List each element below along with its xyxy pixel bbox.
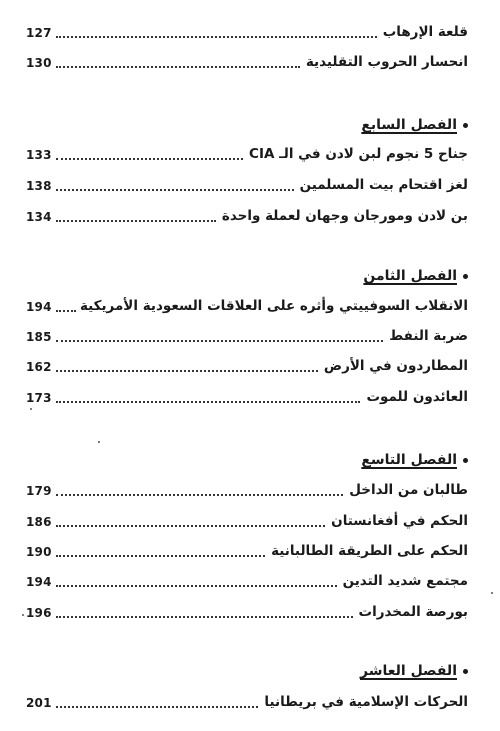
toc-entry-title: لغز اقتحام بيت المسلمين — [299, 177, 468, 193]
toc-page-number: 173 — [26, 391, 52, 405]
scan-speck — [98, 441, 100, 443]
dot-leader — [56, 585, 337, 587]
bullet-icon — [463, 669, 468, 674]
dot-leader — [56, 525, 325, 527]
chapter-title: الفصل الثامن — [363, 268, 457, 284]
dot-leader — [56, 494, 343, 496]
toc-entry-title: الحكم على الطريقة الطالبانية — [271, 543, 468, 559]
toc-entry[interactable] — [26, 569, 468, 591]
toc-page-number: 201 — [26, 696, 52, 710]
toc-entry-title: العائدون للموت — [366, 389, 468, 405]
scan-speck — [22, 614, 24, 616]
toc-page-number: 194 — [26, 575, 52, 589]
toc-entry[interactable] — [26, 354, 468, 376]
toc-entry[interactable] — [26, 50, 468, 72]
toc-page-number: 194 — [26, 300, 52, 314]
dot-leader — [56, 340, 383, 342]
dot-leader — [56, 706, 258, 708]
bullet-icon — [463, 274, 468, 279]
toc-entry[interactable] — [26, 142, 468, 164]
toc-entry-title: الحركات الإسلامية في بريطانيا — [264, 694, 468, 710]
toc-page-number: 127 — [26, 26, 52, 40]
toc-page-number: 190 — [26, 545, 52, 559]
toc-entry-title: ضربة النفط — [389, 328, 468, 344]
toc-entry[interactable] — [26, 478, 468, 500]
chapter-title: الفصل العاشر — [360, 663, 457, 679]
toc-entry[interactable] — [26, 690, 468, 712]
dot-leader — [56, 66, 300, 68]
toc-entry[interactable] — [26, 20, 468, 42]
toc-page-number: 179 — [26, 484, 52, 498]
toc-page-number: 185 — [26, 330, 52, 344]
chapter-heading — [361, 116, 468, 134]
toc-entry[interactable] — [26, 294, 468, 316]
toc-entry[interactable] — [26, 539, 468, 561]
bullet-icon — [463, 123, 468, 128]
toc-entry-title: جناح 5 نجوم لبن لادن في الـ CIA — [249, 146, 468, 162]
chapter-heading — [363, 267, 468, 285]
dot-leader — [56, 36, 377, 38]
dot-leader — [56, 310, 76, 312]
toc-entry[interactable] — [26, 204, 468, 226]
toc-entry[interactable] — [26, 324, 468, 346]
dot-leader — [56, 189, 294, 191]
toc-entry-title: بورصة المخدرات — [358, 604, 468, 620]
dot-leader — [56, 616, 353, 618]
toc-entry-title: المطاردون في الأرض — [323, 358, 468, 374]
bullet-icon — [463, 458, 468, 463]
toc-entry[interactable] — [26, 385, 468, 407]
toc-page-number: 134 — [26, 210, 52, 224]
toc-entry-title: طالبان من الداخل — [349, 482, 468, 498]
toc-entry[interactable] — [26, 173, 468, 195]
toc-page-number: 186 — [26, 515, 52, 529]
toc-page-number: 130 — [26, 56, 52, 70]
toc-page-number: 162 — [26, 360, 52, 374]
scan-speck — [491, 592, 493, 594]
toc-entry-title: الحكم في أفغانستان — [331, 513, 468, 529]
scan-speck — [30, 408, 32, 410]
toc-entry[interactable] — [26, 600, 468, 622]
toc-page-number: 138 — [26, 179, 52, 193]
chapter-title: الفصل التاسع — [361, 452, 457, 468]
dot-leader — [56, 370, 318, 372]
toc-entry-title: مجتمع شديد التدين — [342, 573, 468, 589]
toc-page-number: 196 — [26, 606, 52, 620]
toc-entry[interactable] — [26, 509, 468, 531]
dot-leader — [56, 555, 265, 557]
chapter-heading — [360, 662, 468, 680]
toc-entry-title: الانقلاب السوفييتي وأثره على العلاقات السعودية الأمريكية — [79, 298, 468, 314]
dot-leader — [56, 401, 360, 403]
toc-entry-title: بن لادن ومورجان وجهان لعملة واحدة — [221, 208, 468, 224]
dot-leader — [56, 158, 243, 160]
toc-page-number: 133 — [26, 148, 52, 162]
chapter-title: الفصل السابع — [361, 117, 457, 133]
chapter-heading — [361, 451, 468, 469]
toc-entry-title: قلعة الإرهاب — [382, 24, 468, 40]
dot-leader — [56, 220, 216, 222]
toc-entry-title: انحسار الحروب التقليدية — [305, 54, 468, 70]
